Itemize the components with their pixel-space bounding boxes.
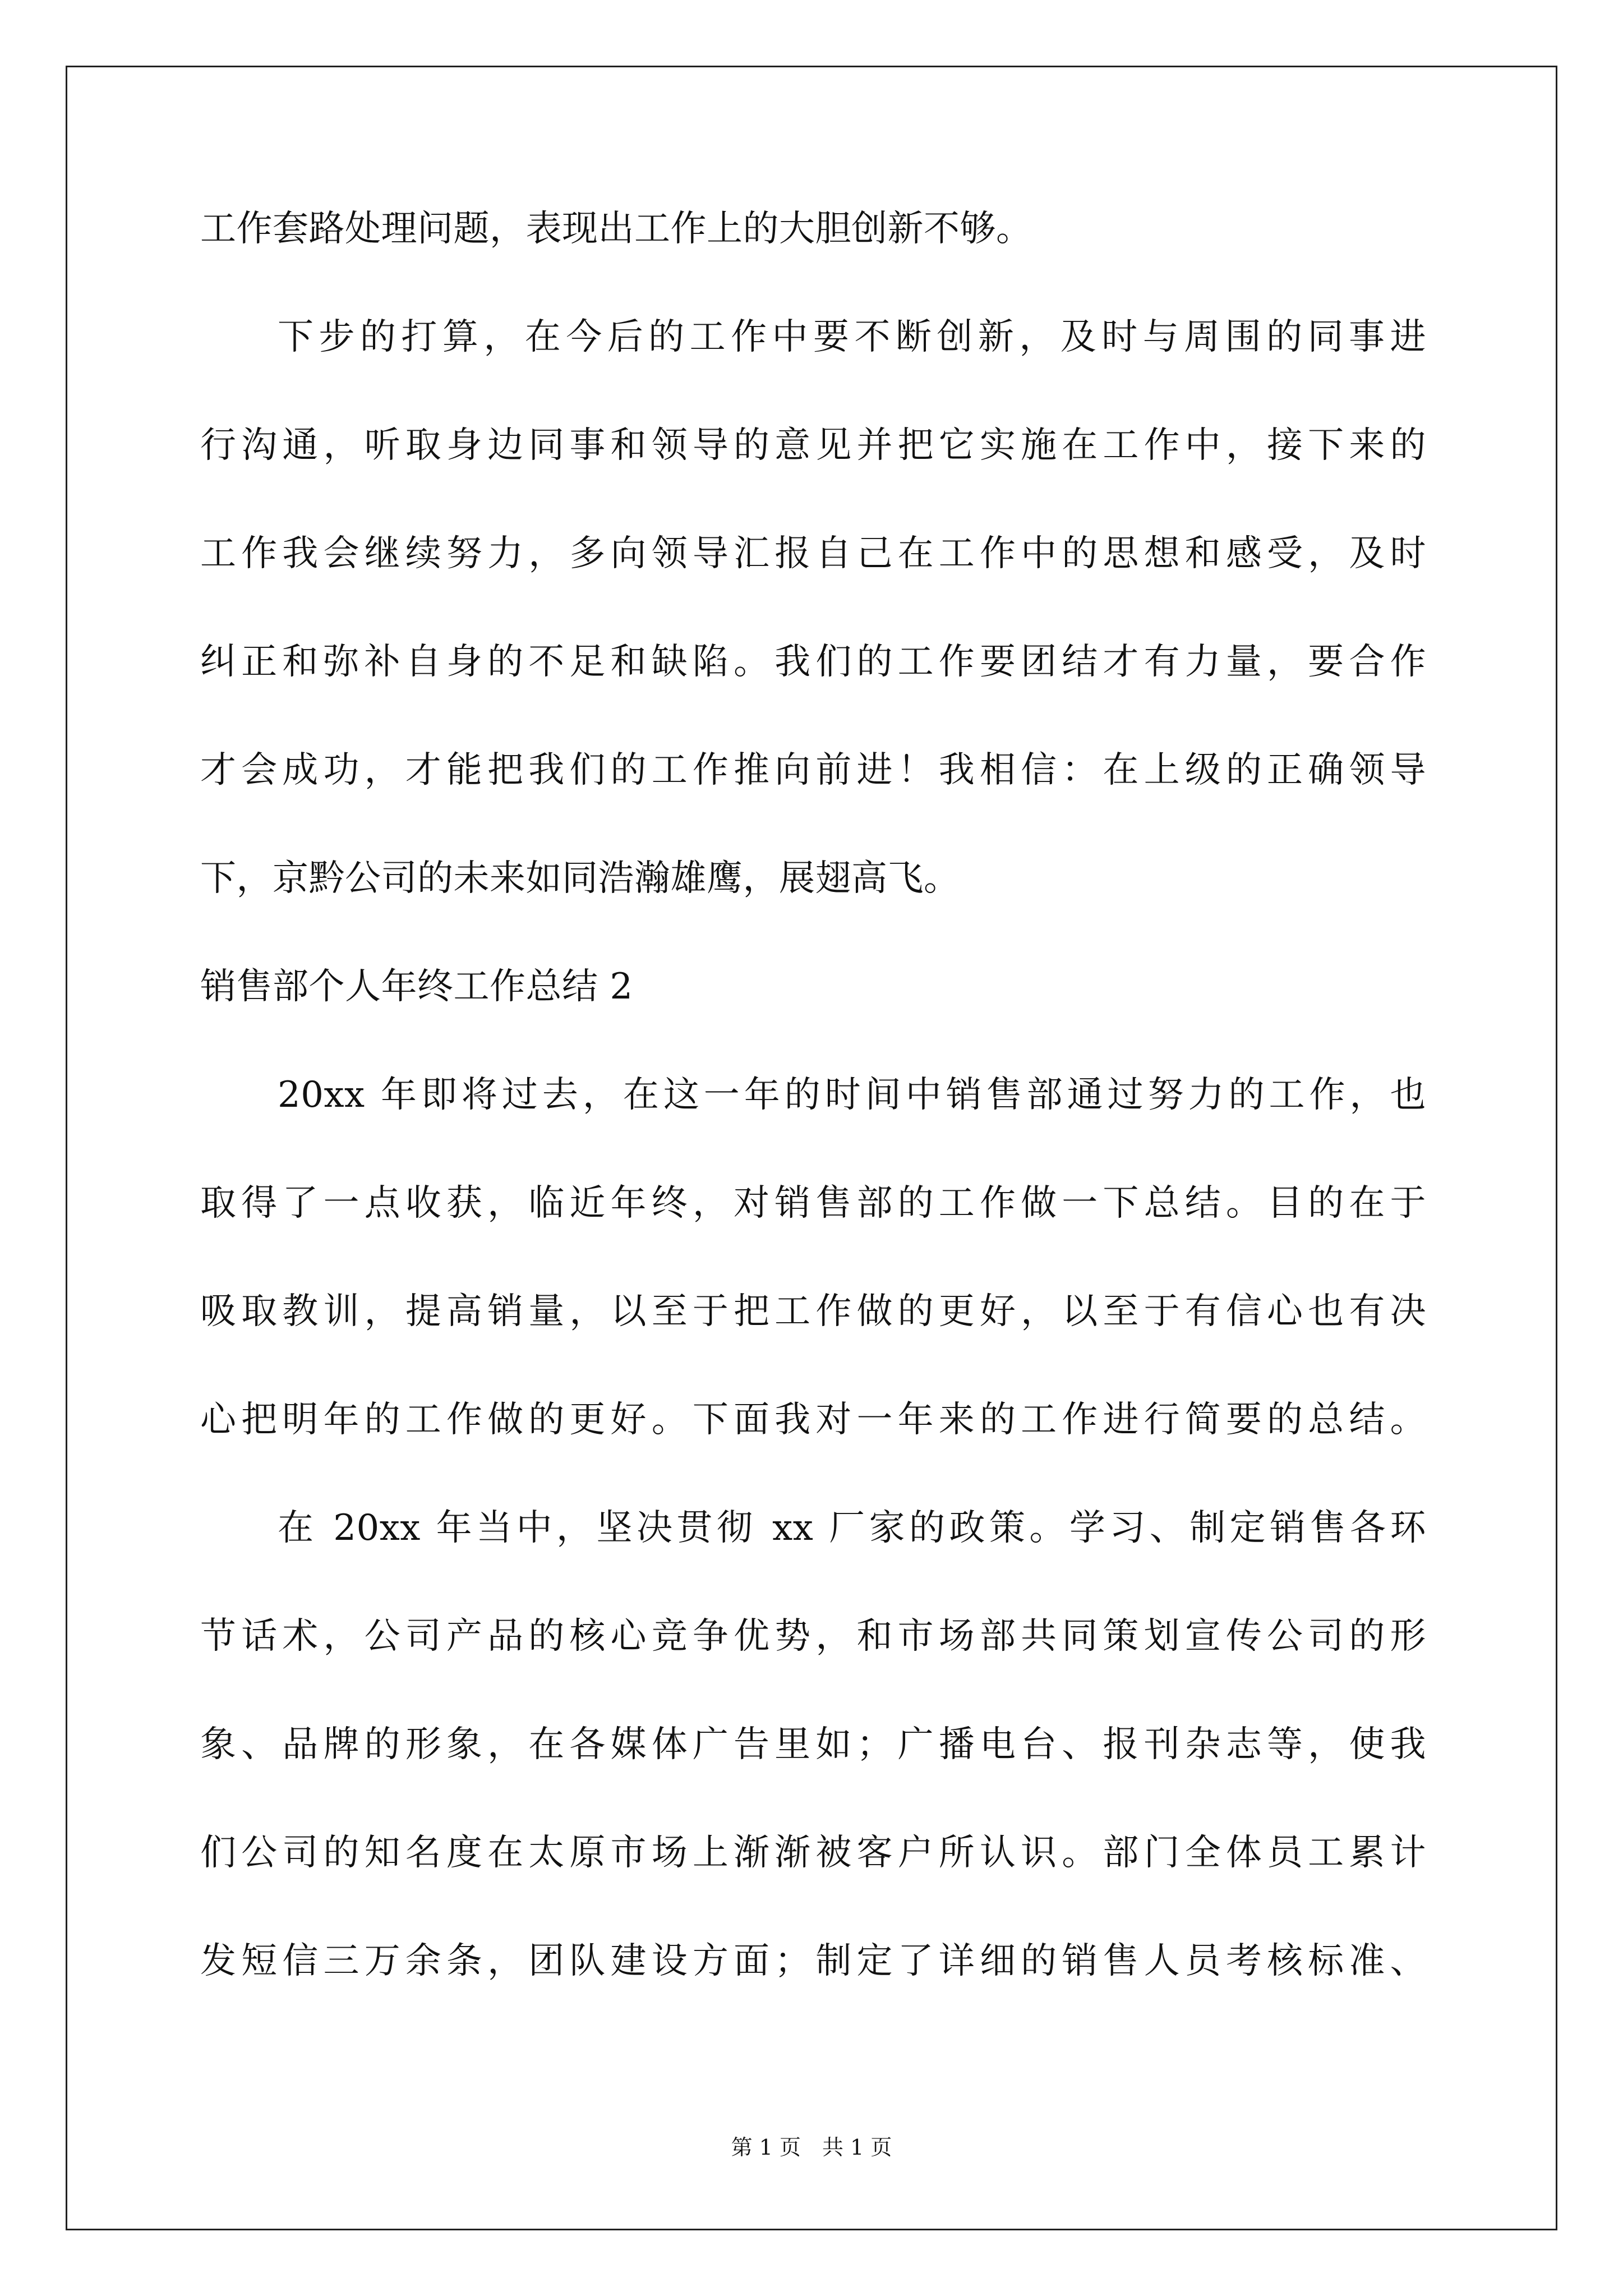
section-heading: 销售部个人年终工作总结 2: [200, 966, 633, 1007]
paragraph-line: 纠正和弥补自身的不足和缺陷。我们的工作要团结才有力量，要合作: [200, 641, 1426, 683]
paragraph-line: 们公司的知名度在太原市场上渐渐被客户所认识。部门全体员工累计: [200, 1832, 1426, 1874]
paragraph-line: 象、品牌的形象，在各媒体广告里如；广播电台、报刊杂志等，使我: [200, 1724, 1426, 1765]
paragraph-line: 才会成功，才能把我们的工作推向前进！我相信：在上级的正确领导: [200, 749, 1426, 791]
paragraph-line: 取得了一点收获，临近年终，对销售部的工作做一下总结。目的在于: [200, 1182, 1426, 1224]
paragraph-line: 下步的打算，在今后的工作中要不断创新，及时与周围的同事进: [278, 316, 1426, 358]
page-border: [66, 66, 1557, 2230]
paragraph-line: 节话术，公司产品的核心竞争优势，和市场部共同策划宣传公司的形: [200, 1616, 1426, 1657]
paragraph-line: 发短信三万余条，团队建设方面；制定了详细的销售人员考核标准、: [200, 1940, 1426, 1982]
paragraph-line: 在 20xx 年当中，坚决贯彻 xx 厂家的政策。学习、制定销售各环: [278, 1507, 1426, 1549]
paragraph-line: 吸取教训，提高销量，以至于把工作做的更好，以至于有信心也有决: [200, 1291, 1426, 1332]
paragraph-line: 行沟通，听取身边同事和领导的意见并把它实施在工作中，接下来的: [200, 425, 1426, 466]
paragraph-line: 心把明年的工作做的更好。下面我对一年来的工作进行简要的总结。: [200, 1399, 1426, 1441]
paragraph-line: 下，京黔公司的未来如同浩瀚雄鹰，展翅高飞。: [200, 858, 960, 899]
paragraph-line: 工作我会继续努力，多向领导汇报自己在工作中的思想和感受，及时: [200, 533, 1426, 574]
paragraph-line: 工作套路处理问题，表现出工作上的大胆创新不够。: [200, 208, 1032, 250]
paragraph-line: 20xx 年即将过去，在这一年的时间中销售部通过努力的工作，也: [278, 1074, 1426, 1116]
page-footer: 第 1 页 共 1 页: [731, 2135, 892, 2160]
